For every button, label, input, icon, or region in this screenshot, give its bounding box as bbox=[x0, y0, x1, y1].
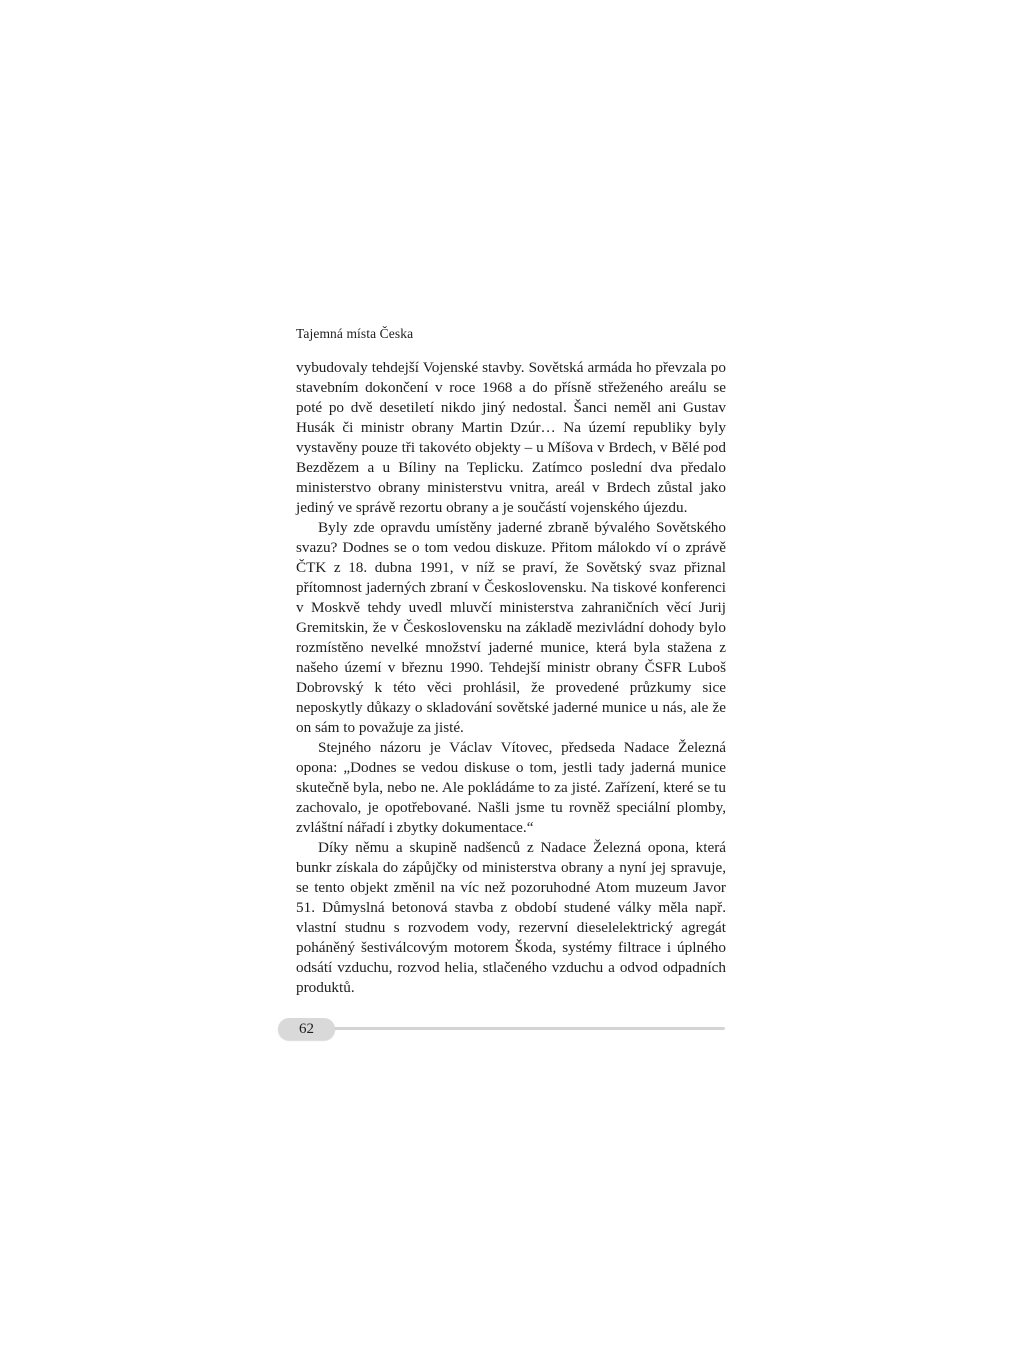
running-header: Tajemná místa Česka bbox=[296, 326, 414, 341]
paragraph: Byly zde opravdu umístěny jaderné zbraně bývalého Sovětského svazu? Dodnes se o tom vedou diskuze. Přitom málokdo ví o zprávě ČTK z 18. dubna 1991, v níž se praví, že Sovětský svaz přiznal přítomnost jaderných zbraní v Československu. Na tiskové konferenci v Moskvě tehdy uvedl mluvčí ministerstva zahraničních věcí Jurij Gremitskin, že v Československu na základě mezivládní dohody bylo rozmístěno nevelké množství jaderné munice, která byla stažena z našeho území v březnu 1990. Tehdejší ministr obrany ČSFR Luboš Dobrovský k této věci prohlásil, že provedené průzkumy sice neposkytly důkazy o skladování sovětské jaderné munice u nás, ale že on sám to považuje za jisté. bbox=[296, 519, 726, 736]
paragraph: Stejného názoru je Václav Vítovec, předseda Nadace Železná opona: „Dodnes se vedou diskuse o tom, jestli tady jaderná munice skutečně byla, nebo ne. Ale pokládáme to za jisté. Zařízení, které se tu zachovalo, je opotřebované. Našli jsme tu rovněž speciální plomby, zvláštní nářadí i zbytky dokumentace.“ bbox=[296, 739, 726, 836]
footer-rule bbox=[328, 1027, 725, 1030]
body-text bbox=[296, 358, 726, 998]
page-footer bbox=[278, 1018, 726, 1042]
paragraph: Díky němu a skupině nadšenců z Nadace Železná opona, která bunkr získala do zápůjčky od ministerstva obrany a nyní jej spravuje, se tento objekt změnil na víc než pozoruhodné Atom muzeum Javor 51. Důmyslná betonová stavba z období studené války měla např. vlastní studnu s rozvodem vody, rezervní dieselelektrický agregát poháněný šestiválcovým motorem Škoda, systémy filtrace i úplného odsátí vzduchu, rozvod helia, stlačeného vzduchu a odvod odpadních produktů. bbox=[296, 839, 726, 996]
page-number: 62 bbox=[278, 1018, 335, 1040]
paragraph: vybudovaly tehdejší Vojenské stavby. Sovětská armáda ho převzala po stavebním dokončení v roce 1968 a do přísně střeženého areálu se poté po dvě desetiletí nikdo jiný nedostal. Šanci neměl ani Gustav Husák či ministr obrany Martin Dzúr… Na území republiky byly vystavěny pouze tři takovéto objekty – u Míšova v Brdech, v Bělé pod Bezdězem a u Bíliny na Teplicku. Zatímco poslední dva předalo ministerstvo obrany ministerstvu vnitra, areál v Brdech zůstal jako jediný ve správě rezortu obrany a je součástí vojenského újezdu. bbox=[296, 359, 726, 516]
